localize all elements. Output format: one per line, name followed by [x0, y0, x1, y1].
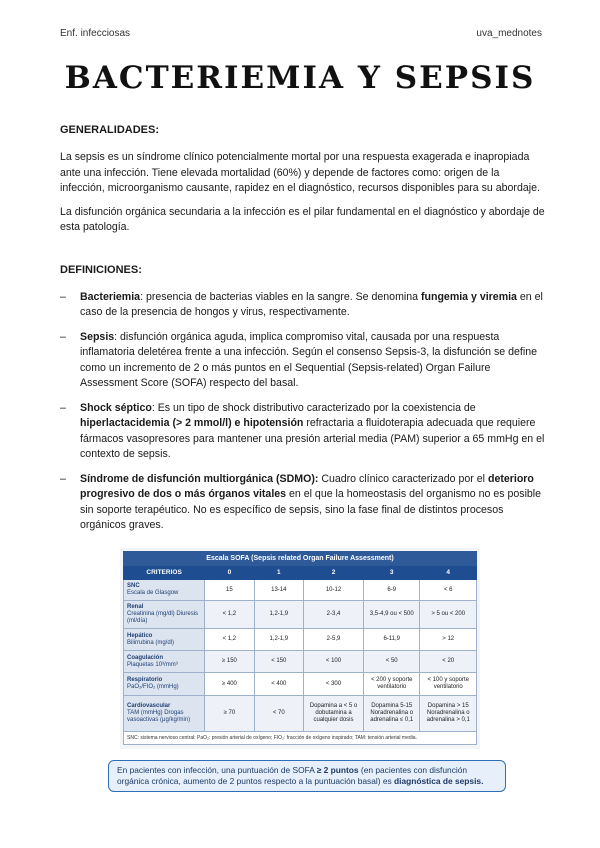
list-dash: – — [60, 472, 66, 485]
sofa-table — [123, 551, 477, 732]
sofa-row-coagulacion — [124, 651, 477, 673]
sofa-header-score-2: 2 — [304, 566, 364, 580]
definition-text: Cuadro clínico caracterizado por el — [318, 472, 488, 485]
table-cell: < 400 — [254, 673, 303, 696]
table-cell: < 70 — [254, 696, 303, 732]
sofa-caption: Escala SOFA (Sepsis related Organ Failure Assessment) — [124, 552, 477, 566]
definition-emphasis: deterioro progresivo de dos o más órganos vitales — [80, 472, 534, 500]
table-cell: ≥ 70 — [205, 696, 254, 732]
table-cell: ≥ 400 — [205, 673, 254, 696]
criterion-name: Cardiovascular — [127, 703, 171, 709]
criterion-name: Respiratorio — [127, 677, 163, 683]
sofa-row-renal — [124, 601, 477, 629]
table-cell: 2-5,9 — [304, 629, 364, 651]
definiciones-heading: DEFINICIONES: — [60, 263, 142, 276]
criterion-name: Coagulación — [127, 654, 164, 661]
table-cell: < 150 — [254, 651, 303, 673]
criterion-detail: Creatinina (mg/dl) Diuresis (ml/día) — [127, 611, 199, 624]
criterion-detail: Escala de Glasgow — [127, 590, 179, 596]
table-cell: 3,5-4,9 ou < 500 — [364, 601, 420, 629]
table-cell: 13-14 — [254, 580, 303, 601]
criterion-name: Hepático — [127, 632, 153, 639]
sofa-header-score-3: 3 — [364, 566, 420, 580]
generalidades-heading: GENERALIDADES: — [60, 124, 160, 136]
main-content — [60, 124, 545, 543]
table-cell: < 6 — [420, 580, 477, 601]
sofa-row-respiratorio — [124, 673, 477, 696]
criterion-name: SNC — [127, 583, 140, 589]
table-cell: < 20 — [420, 651, 477, 673]
criterion-detail: Bilirrubina (mg/dl) — [127, 639, 175, 646]
callout-text: (en pacientes con disfunción orgánica crónica, aumento de 2 puntos respecto a la puntuación basal) es — [117, 765, 468, 786]
definition-text: : Es un tipo de shock distributivo caracterizado por la coexistencia de — [151, 401, 476, 414]
term-shock-septico: Shock séptico — [80, 401, 152, 414]
table-cell: < 100 y soporte ventilatorio — [420, 673, 477, 696]
criterion-name: Renal — [127, 604, 144, 610]
callout-emphasis: ≥ 2 puntos — [316, 765, 359, 775]
table-cell: Dopamina 5-15 Noradrenalina o adrenalina ≤ 0,1 — [364, 696, 420, 732]
header-subject: Enf. infecciosas — [60, 28, 131, 39]
table-cell: 10-12 — [304, 580, 364, 601]
definition-shock-septico — [60, 401, 545, 463]
definition-emphasis: fungemia y viremia — [420, 290, 517, 303]
term-bacteriemia: Bacteriemia — [80, 290, 141, 303]
definition-sdmo — [60, 472, 545, 534]
list-dash: – — [60, 401, 66, 414]
list-dash: – — [60, 330, 66, 343]
table-cell: 6-9 — [364, 580, 420, 601]
table-cell: < 100 — [304, 651, 364, 673]
definition-sepsis — [60, 330, 545, 392]
generalidades-paragraph-2: La disfunción orgánica secundaria a la infección es el pilar fundamental en el diagnóstico y abordaje de esta patología. — [60, 205, 545, 233]
term-sdmo: Síndrome de disfunción multiorgánica (SDMO): — [80, 472, 319, 485]
table-cell: Dopamina > 15 Noradrenalina o adrenalina > 0,1 — [420, 696, 477, 732]
sepsis-criteria-callout — [108, 760, 506, 792]
table-cell: > 5 ou < 200 — [420, 601, 477, 629]
sofa-row-snc — [124, 580, 477, 601]
table-cell: 6-11,9 — [364, 629, 420, 651]
page-header — [60, 28, 542, 39]
table-cell: < 1,2 — [205, 629, 254, 651]
definition-emphasis: hiperlactacidemia (> 2 mmol/l) e hipotensión — [80, 417, 304, 429]
sofa-row-hepatico — [124, 629, 477, 651]
table-cell: < 300 — [304, 673, 364, 696]
term-sepsis: Sepsis — [80, 330, 115, 343]
sofa-table-figure — [120, 548, 480, 749]
table-cell: > 12 — [420, 629, 477, 651]
criterion-detail: TAM (mmHg) Drogas vasoactivas (μg/kg/min) — [127, 710, 191, 723]
table-cell: 1,2-1,9 — [254, 629, 303, 651]
definition-text: : disfunción orgánica aguda, implica compromiso vital, causada por una respuesta inflamatoria deletérea frente a una infección. Según el consenso Sepsis-3, la disfunción se define como un incremento de 2 o más puntos en el Sequential (Sepsis-related) Organ Failure Assessment Score (SOFA) respecto del basal. — [80, 330, 537, 389]
sofa-row-cardiovascular — [124, 696, 477, 732]
definition-bacteriemia — [60, 290, 545, 321]
generalidades-paragraph-1: La sepsis es un síndrome clínico potencialmente mortal por una respuesta exagerada e inapropiada ante una infección. Tiene elevada mortalidad (60%) y depende de factores como: origen de la infección, microorganismo causante, rapidez en el diagnóstico, recursos disponibles para su abordaje. — [60, 151, 540, 194]
criterion-detail: Plaquetas 10³/mm³ — [127, 661, 178, 668]
definition-text: refractaria a fluidoterapia adecuada que requiere fármacos vasopresores para mantener una presión arterial media (PAM) superior a 65 mmHg en el contexto de sepsis. — [80, 417, 545, 460]
table-cell: 15 — [205, 580, 254, 601]
callout-text: En pacientes con infección, una puntuación de SOFA — [117, 765, 317, 775]
criterion-detail: PaO₂/FIO₂ (mmHg) — [127, 684, 179, 690]
sofa-header-score-4: 4 — [420, 566, 477, 580]
list-dash: – — [60, 290, 66, 303]
table-cell: ≥ 150 — [205, 651, 254, 673]
definitions-list — [60, 290, 545, 534]
table-cell: < 200 y soporte ventilatorio — [364, 673, 420, 696]
header-author: uva_mednotes — [476, 28, 542, 39]
definition-text: en el caso de la presencia de hongos y virus, respectivamente. — [80, 290, 543, 318]
definition-text: en el que la homeostasis del organismo no es posible sin soporte terapéutico. No es específico de sepsis, sino la fase final de distintos procesos orgánicos graves. — [80, 488, 542, 531]
table-cell: Dopamina a < 5 o dobutamina a cualquier dosis — [304, 696, 364, 732]
table-cell: 2-3,4 — [304, 601, 364, 629]
sofa-header-score-0: 0 — [205, 566, 254, 580]
sofa-footnote: SNC: sistema nervioso central; PaO₂: presión arterial de oxígeno; FIO₂: fracción de oxígeno inspirado; TAM: tensión arterial media. — [123, 732, 477, 745]
sofa-header-criterios: CRITERIOS — [124, 566, 205, 580]
sofa-header-score-1: 1 — [254, 566, 303, 580]
table-cell: < 50 — [364, 651, 420, 673]
callout-emphasis: diagnóstica de sepsis. — [394, 776, 484, 786]
definition-text: : presencia de bacterias viables en la sangre. Se denomina — [140, 290, 421, 303]
page-title: BACTERIEMIA Y SEPSIS — [64, 60, 536, 96]
table-cell: < 1,2 — [205, 601, 254, 629]
table-cell: 1,2-1,9 — [254, 601, 303, 629]
